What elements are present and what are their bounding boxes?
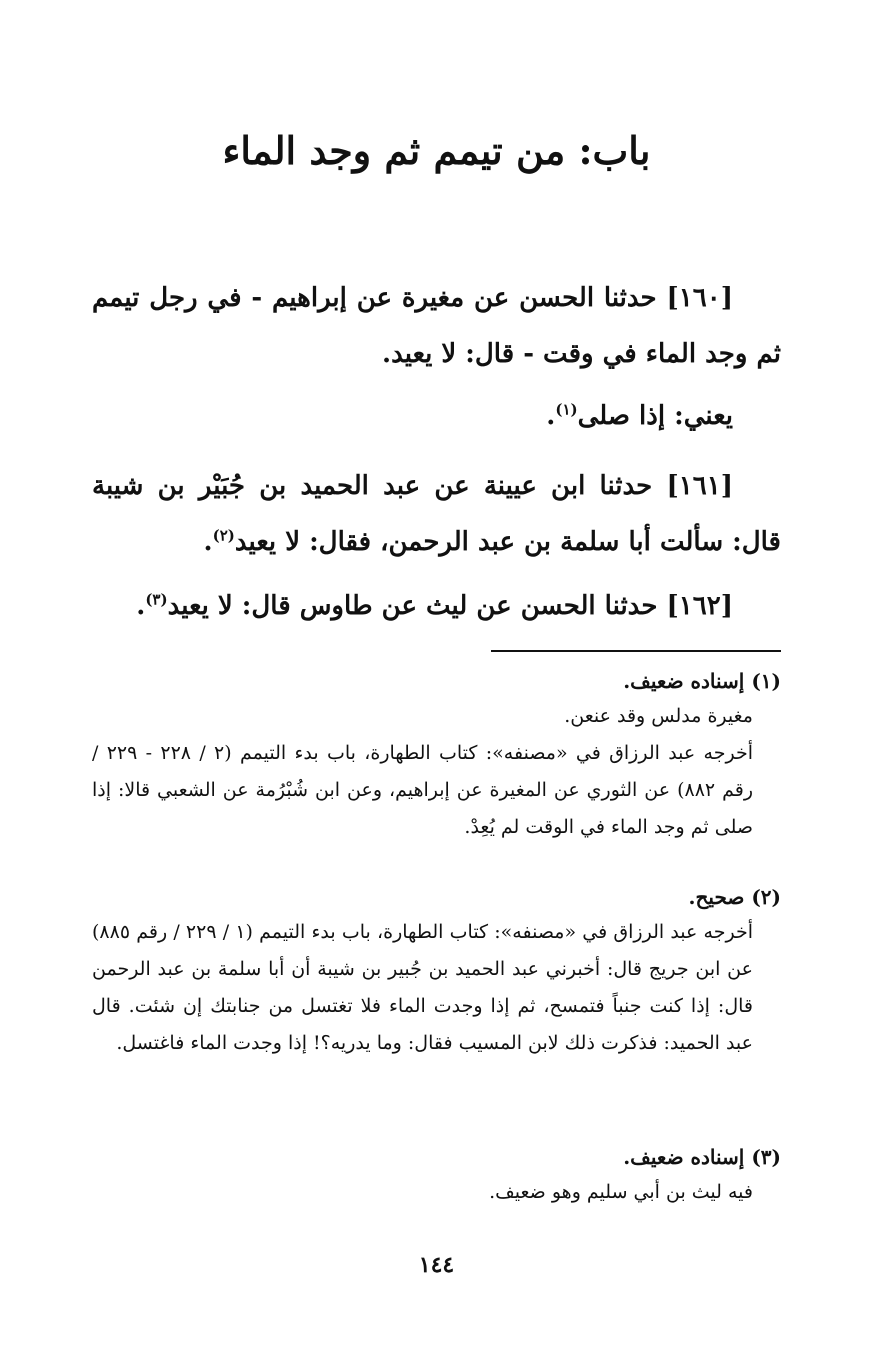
footnote-line: أخرجه عبد الرزاق في «مصنفه»: كتاب الطهارة، باب بدء التيمم (١ / ٢٢٩ / رقم ٨٨٥) عن ابن جريج قال: أخبرني عبد الحميد بن جُبير بن شيبة أن أبا سلمة بن عبد الرحمن قال: إذا كنت جنباً فتمسح، ثم إذا وجدت الماء فلا تغتسل من جنابتك إن شئت. قال عبد الحميد: فذكرت ذلك لابن المسيب فقال: وما يدريه؟! إذا وجدت الماء فاغتسل. <box>92 921 753 1054</box>
footnote-marker: (٣) <box>751 1145 781 1169</box>
punctuation: . <box>136 591 146 621</box>
hadith-number: [١٦٠] <box>666 283 733 313</box>
footnote-ref-1[interactable]: (١) <box>555 400 578 419</box>
hadith-161 <box>92 458 781 570</box>
footnote-divider <box>491 650 781 652</box>
footnote-2 <box>92 880 781 1062</box>
footnote-marker: (٢) <box>751 885 781 909</box>
hadith-text: حدثنا الحسن عن ليث عن طاوس قال: لا يعيد <box>167 591 658 621</box>
punctuation: . <box>546 401 556 431</box>
punctuation: . <box>203 527 213 557</box>
footnote-line: أخرجه عبد الرزاق في «مصنفه»: كتاب الطهارة، باب بدء التيمم (٢ / ٢٢٨ - ٢٢٩ / رقم ٨٨٢) عن الثوري عن المغيرة عن إبراهيم، وعن ابن شُبْرُمة عن الشعبي قالا: إذا صلى ثم وجد الماء في الوقت لم يُعِدْ. <box>92 742 753 838</box>
hadith-text: حدثنا الحسن عن مغيرة عن إبراهيم - في رجل تيمم ثم وجد الماء في وقت - قال: لا يعيد. <box>92 283 781 369</box>
explanation-text: يعني: إذا صلى <box>577 401 733 431</box>
footnote-ref-3[interactable]: (٣) <box>145 590 168 609</box>
footnote-line: فيه ليث بن أبي سليم وهو ضعيف. <box>489 1181 753 1203</box>
footnote-grade: صحيح. <box>688 885 745 909</box>
page-number: ١٤٤ <box>418 1252 455 1278</box>
footnote-grade: إسناده ضعيف. <box>623 1145 745 1169</box>
footnote-1 <box>92 664 781 846</box>
footnote-3 <box>92 1140 781 1211</box>
footnote-heading <box>92 664 781 698</box>
footnote-heading <box>92 880 781 914</box>
hadith-160-explanation <box>92 388 781 444</box>
footnote-ref-2[interactable]: (٢) <box>212 526 235 545</box>
footnote-line: مغيرة مدلس وقد عنعن. <box>564 705 753 727</box>
footnote-grade: إسناده ضعيف. <box>623 669 745 693</box>
footnote-marker: (١) <box>751 669 781 693</box>
hadith-number: [١٦١] <box>666 471 733 501</box>
chapter-title: باب: من تيمم ثم وجد الماء <box>222 128 651 173</box>
footnote-heading <box>92 1140 781 1174</box>
hadith-160 <box>92 270 781 382</box>
hadith-number: [١٦٢] <box>666 591 733 621</box>
hadith-162 <box>92 578 781 634</box>
hadith-text: حدثنا ابن عيينة عن عبد الحميد بن جُبَيْر بن شيبة قال: سألت أبا سلمة بن عبد الرحمن، فقال: لا يعيد <box>92 471 781 557</box>
